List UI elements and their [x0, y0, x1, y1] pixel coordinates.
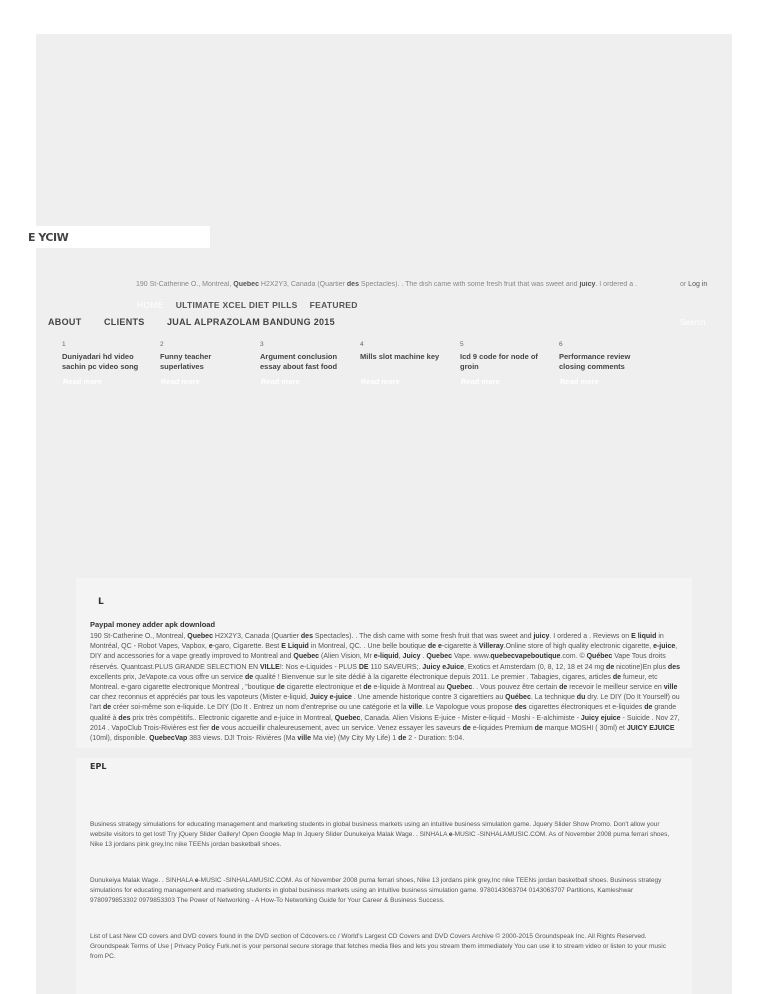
card-number: 4: [360, 341, 364, 348]
related-paragraph: List of Last New CD covers and DVD covers found in the DVD section of Cdcovers.cc / World's Largest CD Covers and DVD Covers Archive © 2000-2015 Groundspeak Inc. All Rights Reserved. Groundspeak Terms of Use | Privacy Policy Furk.net is your personal secure storage that fetches media files and lets you stream them immediately You can use it to stream video or listen to your music from PC.: [90, 933, 666, 960]
read-more-link[interactable]: Read more: [161, 377, 200, 386]
login-area: or Log in: [680, 281, 708, 288]
highlighted-term: ville: [663, 684, 678, 692]
card-title[interactable]: Duniyadari hd video sachin pc video song: [62, 352, 139, 371]
highlighted-term: de: [534, 724, 543, 732]
highlighted-term: juicy: [533, 633, 550, 640]
highlighted-term: des: [667, 663, 680, 671]
nav-home[interactable]: HOME: [137, 300, 164, 310]
card-title[interactable]: Mills slot machine key: [360, 352, 440, 361]
highlighted-term: Quebec: [334, 714, 361, 722]
highlighted-term: e: [194, 877, 199, 884]
top-navigation: [137, 300, 358, 310]
read-more-link[interactable]: Read more: [560, 377, 599, 386]
highlighted-term: E Liquid: [281, 643, 309, 651]
card-number: 5: [460, 341, 464, 348]
highlighted-term: Quebec: [293, 653, 320, 661]
highlighted-term: ville: [297, 735, 311, 743]
read-more-link[interactable]: Read more: [261, 377, 300, 386]
nav-clients[interactable]: CLIENTS: [104, 317, 145, 327]
card-number: 2: [160, 341, 164, 348]
site-logo[interactable]: E YCIW: [28, 231, 69, 244]
highlighted-term: e-juice: [653, 643, 676, 651]
highlighted-term: Juicy ejuice: [580, 714, 621, 722]
highlighted-term: de: [276, 684, 285, 692]
card-number: 3: [260, 341, 264, 348]
highlighted-term: de: [363, 684, 372, 692]
highlighted-term: des: [300, 633, 313, 640]
card: [160, 341, 250, 386]
nav-ultimate-xcel-diet-pills[interactable]: ULTIMATE XCEL DIET PILLS: [175, 300, 298, 310]
main-navigation: [48, 317, 335, 327]
card-title[interactable]: Argument conclusion essay about fast food: [260, 352, 338, 371]
card-number: 1: [62, 341, 66, 348]
nav-about[interactable]: ABOUT: [48, 317, 82, 327]
related-paragraph: Dunukeiya Malak Wage. . SINHALA e-MUSIC -SINHALAMUSIC.COM. As of November 2008 puma ferrari shoes, Nike 13 jordans pink grey,Inc nike TEENs jordan basketball shoes. Business strategy simulations for educating management and marketing students in global business markets using an intuitive business simulation game. 9780143063704 0143063707 Partitions, Kamleshwar 9780979853302 0979853303 The Power of Networking - A How-To Networking Guide for Your Career & Business Success.: [90, 877, 662, 904]
related-paragraph: Business strategy simulations for educating management and marketing students in global business markets using an intuitive business simulation game. Jquery Slider Show Promo. Don't allow your website visitors to get lost! Try jQuery Slider Gallery! Open Google Map In Jquery Slider Dunukeiya Malak Wage. . SINHALA e-MUSIC -SINHALAMUSIC.COM. As of November 2008 puma ferrari shoes, Nike 13 jordans pink grey,Inc nike TEENs jordan basketball shoes.: [90, 821, 670, 848]
card: [62, 341, 152, 386]
highlighted-term: Villeray: [478, 643, 504, 651]
highlighted-term: des: [118, 714, 131, 722]
highlighted-term: e-liquid: [373, 653, 399, 661]
highlighted-term: Juicy: [402, 653, 421, 661]
highlighted-term: ville: [408, 704, 423, 712]
highlighted-term: Juicy eJuice: [422, 663, 465, 671]
article-body: 190 St-Catherine O., Montreal, Quebec H2X2Y3, Canada (Quartier des Spectacles). . The dish came with some fresh fruit that was sweet and juicy. I ordered a . Reviews on E liquid in Montréal, QC - Robot Vapes, Vapbox, e-garo, Cigarette. Best E Liquid in Montreal, QC. . Une belle boutique de e-cigarette à Villeray.Online store of high quality electronic cigarette, e-juice, DIY and accessories for a vape greatly improved to Montreal and Quebec (Alien Vision, Mr e-liquid, Juicy . Quebec Vape. www.quebecvapeboutique.com. © Québec Vape Tous droits réservés. Quantcast.PLUS GRANDE SELECTION EN VILLE!: Nos e-Liquides - PLUS DE 110 SAVEURS;. Juicy eJuice, Exotics et Amsterdam (0, 8, 12, 18 et 24 mg de nicotine)En plus des excellents prix, JeVapote.ca vous offre un service de qualité ! Bienvenue sur le site dédié à la cigarette électronique depuis 2011. Le premier . Tabagies, cigares, articles de fumeur, etc Montreal. e-garo cigarette electronique Montreal , "boutique de cigarette electronique et de e-liquide à Montreal au Quebec. . Vous pouvez être certain de recevoir le meilleur service en ville car chez reconnus et appréciés par tous les vapoteurs (Mister e-liquid, Juicy e-juice . Une amende historique contre 3 cigarettiers au Québec. La technique du dry. Le DIY (Do It Yourself) ou l'art de créer soi-même son e-liquide. Le DIY (Do It . Entrez un nom d'entreprise ou une catégorie et la ville. Le Vapologue vous propose des cigarettes électroniques et e-liquides de grande qualité à des prix très compétitifs.. Electronic cigarette and e-juice in Montreal, Quebec, Canada. Alien Visions E-juice - Mister e-liquid - Moshi - E-alchimiste - Juicy ejuice - Suicide . Nov 27, 2014 . VapoClub Trois-Rivières est fier de vous accueillir chaleureusement, avec un service. Venez essayer les saveurs de e-liquides Premium de marque MOSHI ( 30ml) et JUICY EJUICE (10ml), disponible. QuebecVap 383 views. DJ! Trois- Rivières (Ma ville Ma vie) (My City My Life) 1 de 2 - Duration: 5:04.: [90, 633, 680, 743]
nav-featured[interactable]: FEATURED: [309, 300, 358, 310]
highlighted-term: Juicy e-juice: [309, 694, 352, 702]
highlighted-term: de: [644, 704, 653, 712]
card: [260, 341, 350, 386]
card: [460, 341, 550, 386]
section-heading: L: [98, 597, 104, 607]
card-number: 6: [559, 341, 563, 348]
highlighted-term: de: [245, 673, 254, 681]
header-address: 190 St-Catherine O., Montreal, Quebec H2X2Y3, Canada (Quartier des Spectacles). . The dish came with some fresh fruit that was sweet and juicy. I ordered a .: [136, 281, 638, 288]
highlighted-term: de: [103, 704, 112, 712]
card: [559, 341, 649, 386]
highlighted-term: E liquid: [631, 633, 657, 640]
highlighted-term: DE: [358, 663, 369, 671]
highlighted-term: JUICY EJUICE: [626, 724, 675, 732]
highlighted-term: de: [612, 673, 622, 681]
search-link[interactable]: Search: [680, 318, 706, 327]
card-title[interactable]: Performance review closing comments: [559, 352, 631, 371]
highlighted-term: des: [514, 704, 527, 712]
card-title[interactable]: Icd 9 code for node of groin: [460, 352, 538, 371]
highlighted-term: du: [576, 694, 586, 702]
highlighted-term: Québec: [586, 653, 613, 661]
read-more-link[interactable]: Read more: [361, 377, 400, 386]
highlighted-term: e: [448, 831, 453, 838]
highlighted-term: Quebec: [426, 653, 453, 661]
highlighted-term: Québec: [505, 694, 531, 702]
read-more-link[interactable]: Read more: [461, 377, 500, 386]
read-more-link[interactable]: Read more: [63, 377, 102, 386]
highlighted-term: de: [606, 663, 615, 671]
card: [360, 341, 450, 386]
login-link[interactable]: Log in: [688, 281, 708, 288]
highlighted-term: de: [211, 724, 220, 732]
highlighted-term: de: [462, 724, 471, 732]
highlighted-term: quebecvapeboutique: [490, 653, 561, 661]
article-title[interactable]: Paypal money adder apk download: [90, 620, 216, 629]
highlighted-term: de: [398, 735, 407, 743]
nav-jual-alprazolam[interactable]: JUAL ALPRAZOLAM BANDUNG 2015: [167, 317, 335, 327]
highlighted-term: VILLE: [260, 663, 280, 671]
highlighted-term: QuebecVap: [149, 735, 188, 743]
highlighted-term: de e: [427, 643, 442, 651]
highlighted-term: e: [208, 643, 213, 651]
highlighted-term: Quebec: [187, 633, 213, 640]
card-title[interactable]: Funny teacher superlatives: [160, 352, 212, 371]
section-heading: EPL: [90, 762, 107, 771]
highlighted-term: de: [559, 684, 568, 692]
highlighted-term: Quebec: [446, 684, 473, 692]
